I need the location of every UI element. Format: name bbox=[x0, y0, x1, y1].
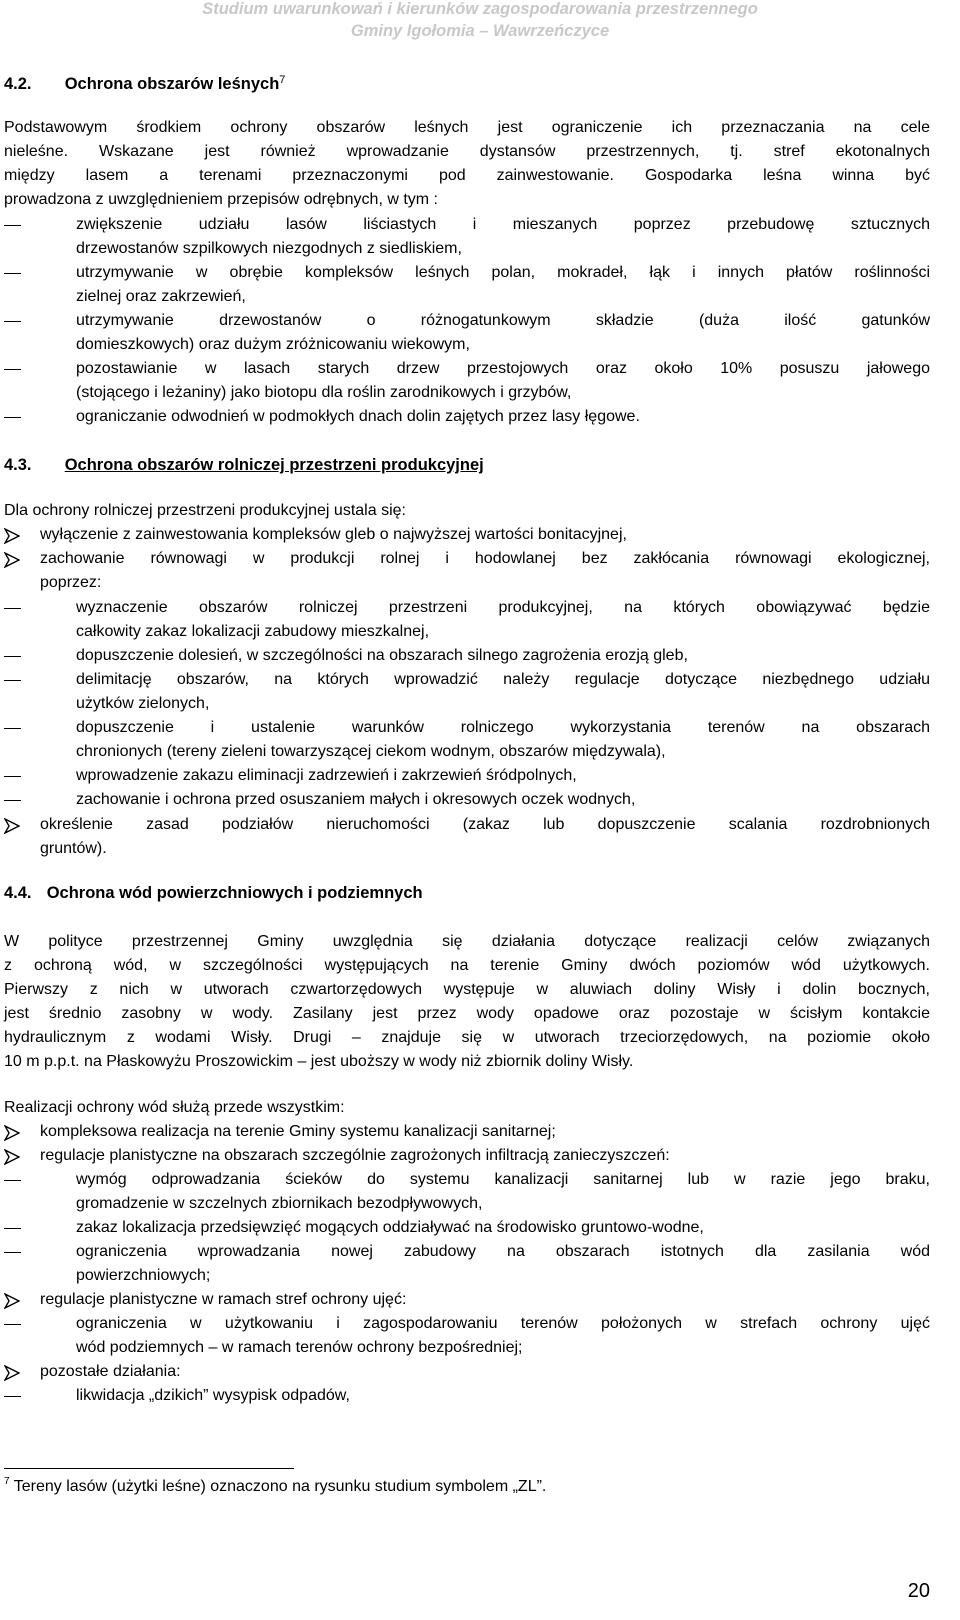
dash-bullet bbox=[4, 776, 21, 777]
arrow-bullet-icon bbox=[4, 1125, 20, 1141]
dash-bullet bbox=[4, 680, 21, 681]
list-item: dopuszczenie dolesień, w szczególności na obszarach silnego zagrożenia erozją gleb, bbox=[76, 647, 688, 664]
dash-bullet bbox=[4, 800, 21, 801]
dash-bullet bbox=[4, 656, 21, 657]
section-heading-4-4 bbox=[4, 881, 423, 905]
list-item: zachowanie i ochrona przed osuszaniem małych i okresowych oczek wodnych, bbox=[76, 791, 636, 808]
section-title: Ochrona obszarów rolniczej przestrzeni produkcyjnej bbox=[64, 456, 484, 474]
list-item: (stojącego i leżaniny) jako biotopu dla roślin zarodnikowych i grzybów, bbox=[76, 384, 572, 401]
list-item: delimitację obszarów, na których wprowadzić należy regulacje dotyczące niezbędnego udziału bbox=[76, 671, 930, 688]
arrow-bullet-icon bbox=[4, 528, 20, 544]
section-intro: Dla ochrony rolniczej przestrzeni produkcyjnej ustala się: bbox=[4, 502, 406, 519]
paragraph-line: hydraulicznym z wodami Wisły. Drugi – znajduje się w utworach trzeciorzędowych, na poziomie około bbox=[4, 1029, 930, 1046]
list-item: ograniczenia w użytkowaniu i zagospodarowaniu terenów położonych w strefach ochrony ujęć bbox=[76, 1315, 930, 1332]
dash-bullet bbox=[4, 608, 21, 609]
arrow-item: określenie zasad podziałów nieruchomości (zakaz lub dopuszczenie scalania rozdrobnionych bbox=[40, 816, 930, 833]
paragraph-line: prowadzona z uwzględnieniem przepisów odrębnych, w tym : bbox=[4, 191, 438, 208]
list-item: pozostawianie w lasach starych drzew przestojowych oraz około 10% posuszu jałowego bbox=[76, 360, 930, 377]
paragraph-line: nieleśne. Wskazane jest również wprowadzanie dystansów przestrzennych, tj. stref ekotonalnych bbox=[4, 143, 930, 160]
section-number: 4.4. bbox=[4, 884, 32, 902]
arrow-item: pozostałe działania: bbox=[40, 1363, 181, 1380]
list-item: wymóg odprowadzania ścieków do systemu kanalizacji sanitarnej lub w razie jego braku, bbox=[76, 1171, 930, 1188]
footnote-separator bbox=[4, 1468, 294, 1469]
arrow-bullet-icon bbox=[4, 1365, 20, 1381]
list-item: utrzymywanie drzewostanów o różnogatunkowym składzie (duża ilość gatunków bbox=[76, 312, 930, 329]
section-intro: Realizacji ochrony wód służą przede wszystkim: bbox=[4, 1099, 345, 1116]
section-number: 4.3. bbox=[4, 456, 32, 474]
arrow-bullet-icon bbox=[4, 818, 20, 834]
dash-bullet bbox=[4, 1324, 21, 1325]
list-item: ograniczenia wprowadzania nowej zabudowy na obszarach istotnych dla zasilania wód bbox=[76, 1243, 930, 1260]
paragraph-line: z ochroną wód, w szczególności występujących na terenie Gminy dwóch poziomów wód użytkowych. bbox=[4, 957, 930, 974]
arrow-item: zachowanie równowagi w produkcji rolnej i hodowlanej bez zakłócania równowagi ekologicznej, bbox=[40, 550, 930, 567]
arrow-item: wyłączenie z zainwestowania kompleksów gleb o najwyższej wartości bonitacyjnej, bbox=[40, 526, 627, 543]
dash-bullet bbox=[4, 321, 21, 322]
arrow-item: regulacje planistyczne w ramach stref ochrony ujęć: bbox=[40, 1291, 407, 1308]
list-item: domieszkowych) oraz dużym zróżnicowaniu wiekowym, bbox=[76, 336, 470, 353]
footnote bbox=[4, 1476, 546, 1496]
list-item: dopuszczenie i ustalenie warunków rolniczego wykorzystania terenów na obszarach bbox=[76, 719, 930, 736]
dash-bullet bbox=[4, 1396, 21, 1397]
list-item: powierzchniowych; bbox=[76, 1267, 211, 1284]
dash-bullet bbox=[4, 1228, 21, 1229]
list-item: wyznaczenie obszarów rolniczej przestrzeni produkcyjnej, na których obowiązywać będzie bbox=[76, 599, 930, 616]
list-item: zielnej oraz zakrzewień, bbox=[76, 288, 246, 305]
list-item: zwiększenie udziału lasów liściastych i mieszanych poprzez przebudowę sztucznych bbox=[76, 216, 930, 233]
arrow-item: gruntów). bbox=[40, 840, 107, 857]
list-item: wprowadzenie zakazu eliminacji zadrzewień i zakrzewień śródpolnych, bbox=[76, 767, 577, 784]
header-title: Studium uwarunkowań i kierunków zagospodarowania przestrzennego bbox=[202, 0, 758, 18]
paragraph-line: jest średnio zasobny w wody. Zasilany jest przez wody opadowe oraz pozostaje w ścisłym kontakcie bbox=[4, 1005, 930, 1022]
page-number: 20 bbox=[907, 1580, 930, 1602]
footnote-number: 7 bbox=[4, 1476, 10, 1487]
arrow-item: poprzez: bbox=[40, 574, 102, 591]
footnote-text: Tereny lasów (użytki leśne) oznaczono na rysunku studium symbolem „ZL”. bbox=[13, 1478, 547, 1495]
list-item: likwidacja „dzikich” wysypisk odpadów, bbox=[76, 1387, 350, 1404]
list-item: wód podziemnych – w ramach terenów ochrony bezpośredniej; bbox=[76, 1339, 523, 1356]
list-item: utrzymywanie w obrębie kompleksów leśnych polan, mokradeł, łąk i innych płatów roślinności bbox=[76, 264, 930, 281]
paragraph-line: 10 m p.p.t. na Płaskowyżu Proszowickim – jest uboższy w wody niż zbiornik doliny Wisły. bbox=[4, 1053, 634, 1070]
arrow-bullet-icon bbox=[4, 1149, 20, 1165]
section-heading-4-2 bbox=[4, 68, 285, 96]
list-item: zakaz lokalizacja przedsięwzięć mogących oddziaływać na środowisko gruntowo-wodne, bbox=[76, 1219, 704, 1236]
dash-bullet bbox=[4, 273, 21, 274]
dash-bullet bbox=[4, 369, 21, 370]
list-item: całkowity zakaz lokalizacji zabudowy mieszkalnej, bbox=[76, 623, 430, 640]
section-title: Ochrona wód powierzchniowych i podziemnych bbox=[46, 884, 423, 902]
arrow-item: regulacje planistyczne na obszarach szczególnie zagrożonych infiltracją zanieczyszczeń: bbox=[40, 1147, 670, 1164]
arrow-item: kompleksowa realizacja na terenie Gminy systemu kanalizacji sanitarnej; bbox=[40, 1123, 556, 1140]
list-item: drzewostanów szpilkowych niezgodnych z siedliskiem, bbox=[76, 240, 462, 257]
dash-bullet bbox=[4, 728, 21, 729]
dash-bullet bbox=[4, 225, 21, 226]
list-item: ograniczanie odwodnień w podmokłych dnach dolin zajętych przez lasy łęgowe. bbox=[76, 408, 640, 425]
paragraph-line: Pierwszy z nich w utworach czwartorzędowych występuje w aluwiach doliny Wisły i dolin bocznych, bbox=[4, 981, 930, 998]
header-subtitle: Gminy Igołomia – Wawrzeńczyce bbox=[350, 22, 610, 40]
list-item: chronionych (tereny zieleni towarzyszącej ciekom wodnym, obszarów międzywala), bbox=[76, 743, 666, 760]
section-number: 4.2. bbox=[4, 75, 32, 93]
dash-bullet bbox=[4, 417, 21, 418]
footnote-ref: 7 bbox=[279, 74, 286, 86]
dash-bullet bbox=[4, 1180, 21, 1181]
arrow-bullet-icon bbox=[4, 1293, 20, 1309]
paragraph-line: W polityce przestrzennej Gminy uwzględnia się działania dotyczące realizacji celów związanych bbox=[4, 933, 930, 950]
arrow-bullet-icon bbox=[4, 552, 20, 568]
section-title: Ochrona obszarów leśnych bbox=[64, 75, 280, 93]
list-item: gromadzenie w szczelnych zbiornikach bezodpływowych, bbox=[76, 1195, 483, 1212]
list-item: użytków zielonych, bbox=[76, 695, 210, 712]
paragraph-line: między lasem a terenami przeznaczonymi pod zainwestowanie. Gospodarka leśna winna być bbox=[4, 167, 930, 184]
dash-bullet bbox=[4, 1252, 21, 1253]
paragraph-line: Podstawowym środkiem ochrony obszarów leśnych jest ograniczenie ich przeznaczania na cele bbox=[4, 119, 930, 136]
section-heading-4-3 bbox=[4, 453, 484, 477]
